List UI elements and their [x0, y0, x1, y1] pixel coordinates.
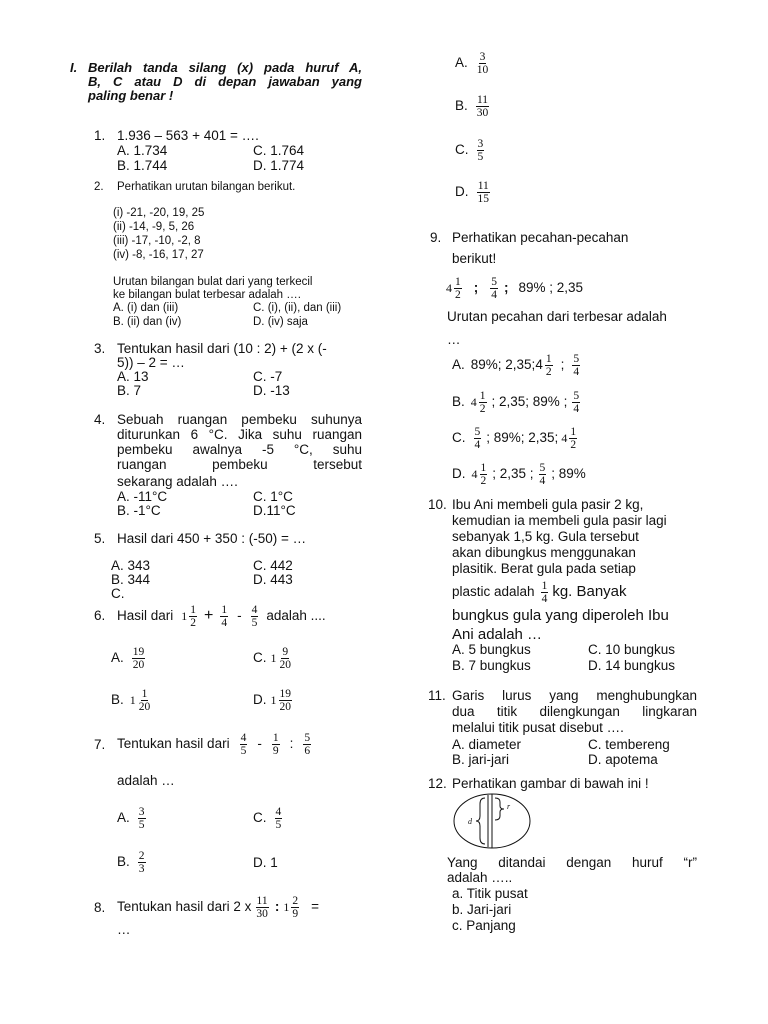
q10-option-c[interactable]: C. 10 bungkus [588, 642, 676, 657]
q8-option-d[interactable]: D. 11 15 [455, 179, 489, 205]
q12-number: 12. [428, 776, 447, 791]
q10-line2: kemudian ia membeli gula pasir lagi [452, 513, 667, 528]
q9-option-b[interactable]: B. 4 1 2 ; 2,35; 89% ; 5 4 [452, 389, 580, 415]
q11-option-b[interactable]: B. jari-jari [452, 752, 510, 767]
q4-option-a[interactable]: A. -11°C [117, 489, 168, 504]
q10-line1: Ibu Ani membeli gula pasir 2 kg, [452, 497, 644, 512]
q3-number: 3. [94, 341, 106, 356]
q11-number: 11. [428, 688, 446, 703]
q10-line6: plastic adalah 1 4 kg. Banyak [452, 579, 627, 605]
q9-numbers: 4 1 2 ; 5 4 ; 89% ; 2,35 [446, 275, 584, 301]
q9-option-a[interactable]: A. 89%; 2,35;4 1 2 ; 5 4 [452, 352, 580, 378]
q5-stray-label: C. [111, 586, 125, 601]
q11-line2: dua titik dilengkungan lingkaran [452, 704, 697, 719]
q3-option-a[interactable]: A. 13 [117, 369, 149, 384]
q12-text: Perhatikan gambar di bawah ini ! [452, 776, 649, 791]
q4-option-b[interactable]: B. -1°C [117, 503, 161, 518]
q10-option-a[interactable]: A. 5 bungkus [452, 642, 531, 657]
instruction-line3: paling benar ! [88, 88, 174, 103]
label-d: d [468, 817, 472, 826]
q8-option-a[interactable]: A. 3 10 [455, 50, 489, 76]
q9-number: 9. [430, 230, 442, 245]
q11-option-c[interactable]: C. tembereng [588, 737, 670, 752]
q9-option-c[interactable]: C. 5 4 ; 89%; 2,35; 4 1 2 [452, 425, 577, 451]
q7-option-b[interactable]: B. 2 3 [117, 849, 145, 875]
q4-option-d[interactable]: D.11°C [253, 503, 296, 518]
q6-number: 6. [94, 608, 106, 623]
q2-item-i: (i) -21, -20, 19, 25 [113, 207, 205, 219]
q3-line1: Tentukan hasil dari (10 : 2) + (2 x (- [117, 341, 327, 356]
q10-option-b[interactable]: B. 7 bungkus [452, 658, 531, 673]
q4-line2: diturunkan 6 °C. Jika suhu ruangan [117, 427, 362, 442]
q6-option-c[interactable]: C. 1 9 20 [253, 645, 291, 671]
instruction-line1: Berilah tanda silang (x) pada huruf A, [88, 60, 362, 75]
q2-item-ii: (ii) -14, -9, 5, 26 [113, 221, 195, 233]
q2-number: 2. [94, 181, 104, 193]
instruction-line2: B, C atau D di depan jawaban yang [88, 74, 362, 89]
q4-number: 4. [94, 412, 106, 427]
q9-question-line2: … [447, 332, 461, 347]
q10-number: 10. [428, 497, 447, 512]
q4-line5: sekarang adalah …. [117, 474, 238, 489]
q5-option-c[interactable]: C. 442 [253, 558, 293, 573]
q9-line1: Perhatikan pecahan-pecahan [452, 230, 629, 245]
q5-option-d[interactable]: D. 443 [253, 572, 293, 587]
q6-expression: Hasil dari 1 1 2 + $\frac{1}{4}$ - 4 5 adalah .... [117, 603, 326, 629]
q2-question-line2: ke bilangan bulat terbesar adalah …. [113, 289, 301, 301]
q12-option-c[interactable]: c. Panjang [452, 918, 516, 933]
bracket-r [495, 798, 504, 820]
q2-item-iii: (iii) -17, -10, -2, 8 [113, 235, 201, 247]
q3-line2: 5)) – 2 = … [117, 355, 185, 370]
q7-tail: adalah … [117, 773, 175, 788]
q3-option-b[interactable]: B. 7 [117, 383, 142, 398]
q6-fraction-1: 1 2 [190, 603, 197, 629]
q11-option-d[interactable]: D. apotema [588, 752, 658, 767]
instruction-number: I. [70, 60, 78, 75]
q5-text: Hasil dari 450 + 350 : (-50) = … [117, 531, 307, 546]
q1-option-b[interactable]: B. 1.744 [117, 158, 168, 173]
circle-diagram [452, 792, 534, 850]
q6-option-a[interactable]: A. 19 20 [111, 645, 145, 671]
q8-option-b[interactable]: B. 11 30 [455, 93, 489, 119]
q12-line2: adalah ….. [447, 870, 513, 885]
q4-option-c[interactable]: C. 1°C [253, 489, 293, 504]
q7-option-d[interactable]: D. 1 [253, 855, 278, 870]
q10-line7: bungkus gula yang diperoleh Ibu [452, 607, 669, 624]
q2-option-b[interactable]: B. (ii) dan (iv) [113, 316, 182, 328]
q1-number: 1. [94, 128, 106, 143]
q6-fraction-3: 4 5 [251, 603, 258, 629]
q2-option-c[interactable]: C. (i), (ii), dan (iii) [253, 302, 342, 314]
q9-line2: berikut! [452, 251, 497, 266]
q10-line5: plasitik. Berat gula pada setiap [452, 561, 636, 576]
q4-line3: pembeku awalnya -5 °C, suhu [117, 442, 362, 457]
q11-line3: melalui titik pusat disebut …. [452, 720, 624, 735]
q4-line4: ruangan pembeku tersebut [117, 457, 362, 472]
q8-option-c[interactable]: C. 3 5 [455, 137, 484, 163]
q6-fraction-2: $\frac{1}{4}$ [221, 603, 228, 629]
q5-option-a[interactable]: A. 343 [111, 558, 151, 573]
q2-option-d[interactable]: D. (iv) saja [253, 316, 308, 328]
label-r: r [507, 802, 511, 811]
q8-tail: … [117, 922, 131, 937]
q6-option-b[interactable]: B. 1 1 20 [111, 687, 151, 713]
q11-option-a[interactable]: A. diameter [452, 737, 522, 752]
q1-option-d[interactable]: D. 1.774 [253, 158, 305, 173]
q4-line1: Sebuah ruangan pembeku suhunya [117, 412, 362, 427]
q12-option-a[interactable]: a. Titik pusat [452, 886, 528, 901]
q2-text: Perhatikan urutan bilangan berikut. [117, 181, 296, 193]
q7-option-a[interactable]: A. 3 5 [117, 805, 145, 831]
q9-question-line1: Urutan pecahan dari terbesar adalah [447, 309, 667, 324]
q8-number: 8. [94, 900, 106, 915]
bracket-d [476, 798, 485, 844]
q10-line3: sebanyak 1,5 kg. Gula tersebut [452, 529, 639, 544]
q12-option-b[interactable]: b. Jari-jari [452, 902, 512, 917]
q7-option-c[interactable]: C. 4 5 [253, 805, 282, 831]
q1-text: 1.936 – 563 + 401 = …. [117, 128, 259, 143]
q10-line8: Ani adalah … [452, 626, 543, 643]
q1-option-a[interactable]: A. 1.734 [117, 143, 168, 158]
q8-expression: Tentukan hasil dari 2 x 11 30 : 1 $\frac{2}{9}$ = [117, 894, 319, 920]
q5-number: 5. [94, 531, 106, 546]
q2-item-iv: (iv) -8, -16, 17, 27 [113, 249, 204, 261]
q5-option-b[interactable]: B. 344 [111, 572, 151, 587]
q11-line1: Garis lurus yang menghubungkan [452, 688, 697, 703]
q9-option-d[interactable]: D. 4 1 2 ; 2,35 ; 5 4 ; 89% [452, 461, 586, 487]
q10-line4: akan dibungkus menggunakan [452, 545, 636, 560]
q2-option-a[interactable]: A. (i) dan (iii) [113, 302, 179, 314]
q7-number: 7. [94, 737, 106, 752]
q2-question-line1: Urutan bilangan bulat dari yang terkecil [113, 276, 313, 288]
q12-line1: Yang ditandai dengan huruf “r” [447, 855, 697, 870]
q3-option-c[interactable]: C. -7 [253, 369, 283, 384]
q7-expression: Tentukan hasil dari 4 5 - 1 9 : 5 6 [117, 731, 311, 757]
q6-option-d[interactable]: D. 1 19 20 [253, 687, 291, 713]
q3-option-d[interactable]: D. -13 [253, 383, 290, 398]
q1-option-c[interactable]: C. 1.764 [253, 143, 305, 158]
q10-option-d[interactable]: D. 14 bungkus [588, 658, 676, 673]
